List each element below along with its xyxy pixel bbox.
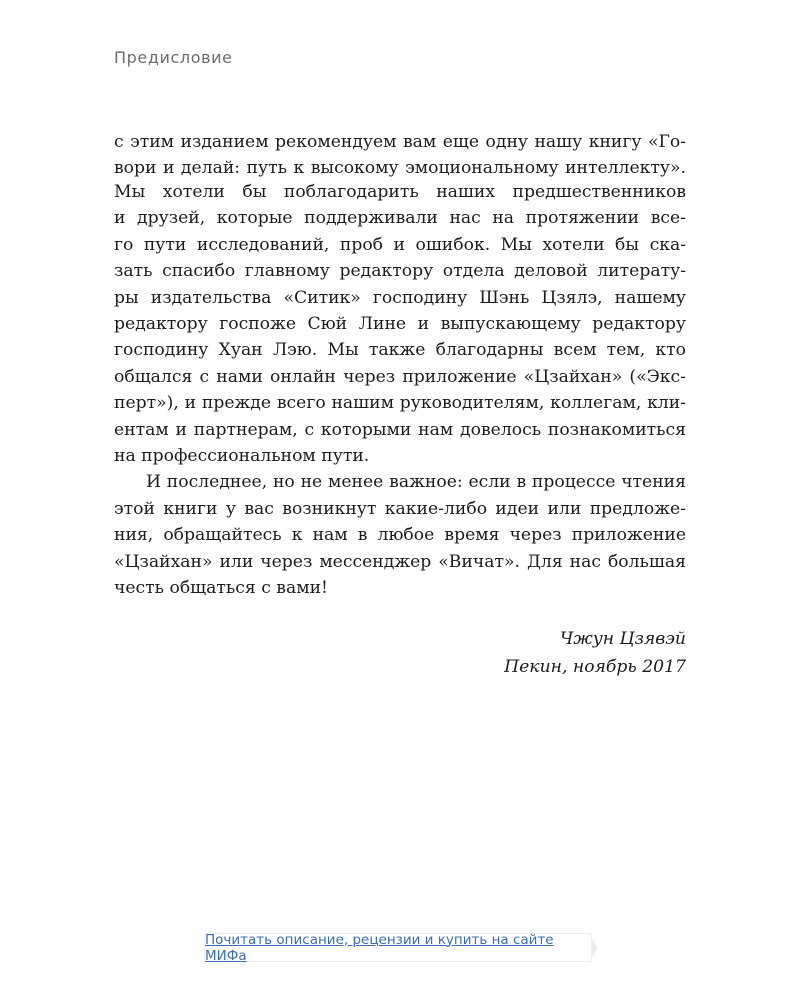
text-line: Мы хотели бы поблагодарить наших предшественников — [114, 182, 686, 202]
body-text — [114, 179, 686, 602]
text-line: общался с нами онлайн через приложение «Цзайхан» («Экс- — [114, 366, 686, 387]
text-line: с этим изданием рекомендуем вам еще одну нашу книгу «Го- — [114, 132, 686, 152]
running-header: Предисловие — [114, 48, 233, 67]
arrow-tab-icon — [591, 938, 598, 958]
text-line: ры издательства «Ситик» господину Шэнь Цзялэ, нашему — [114, 287, 686, 308]
signature — [504, 625, 686, 681]
text-line: ентам и партнерам, с которыми нам довелось познакомиться — [114, 419, 686, 440]
footer-link-box — [204, 933, 592, 962]
text-line: го пути исследований, проб и ошибок. Мы хотели бы ска- — [114, 234, 686, 255]
paragraph-acknowledgements — [114, 179, 686, 469]
text-line: на профессиональном пути. — [114, 446, 370, 467]
text-line: И последнее, но не менее важное: если в процессе чтения — [146, 472, 686, 493]
signature-author: Чжун Цзявэй — [559, 629, 686, 649]
text-line: зать спасибо главному редактору отдела деловой литерату- — [114, 261, 686, 282]
text-line: вори и делай: путь к высокому эмоциональному интеллекту». — [114, 158, 686, 179]
paragraph-continued — [114, 129, 686, 182]
text-line: ния, обращайтесь к нам в любое время через приложение — [114, 525, 686, 546]
text-line: господину Хуан Лэю. Мы также благодарны всем тем, кто — [114, 340, 686, 361]
buy-on-site-link[interactable]: Почитать описание, рецензии и купить на сайте МИФа — [205, 931, 554, 964]
paragraph-closing — [114, 469, 686, 601]
signature-place-date: Пекин, ноябрь 2017 — [504, 657, 686, 677]
text-line: редактору госпоже Сюй Лине и выпускающему редактору — [114, 314, 686, 335]
text-line: и друзей, которые поддерживали нас на протяжении все- — [114, 208, 686, 229]
text-line: честь общаться с вами! — [114, 578, 328, 599]
text-line: перт»), и прежде всего нашим руководителям, коллегам, кли- — [114, 393, 686, 414]
text-line: этой книги у вас возникнут какие-либо идеи или предложе- — [114, 498, 686, 519]
text-line: «Цзайхан» или через мессенджер «Вичат». Для нас большая — [114, 551, 686, 572]
